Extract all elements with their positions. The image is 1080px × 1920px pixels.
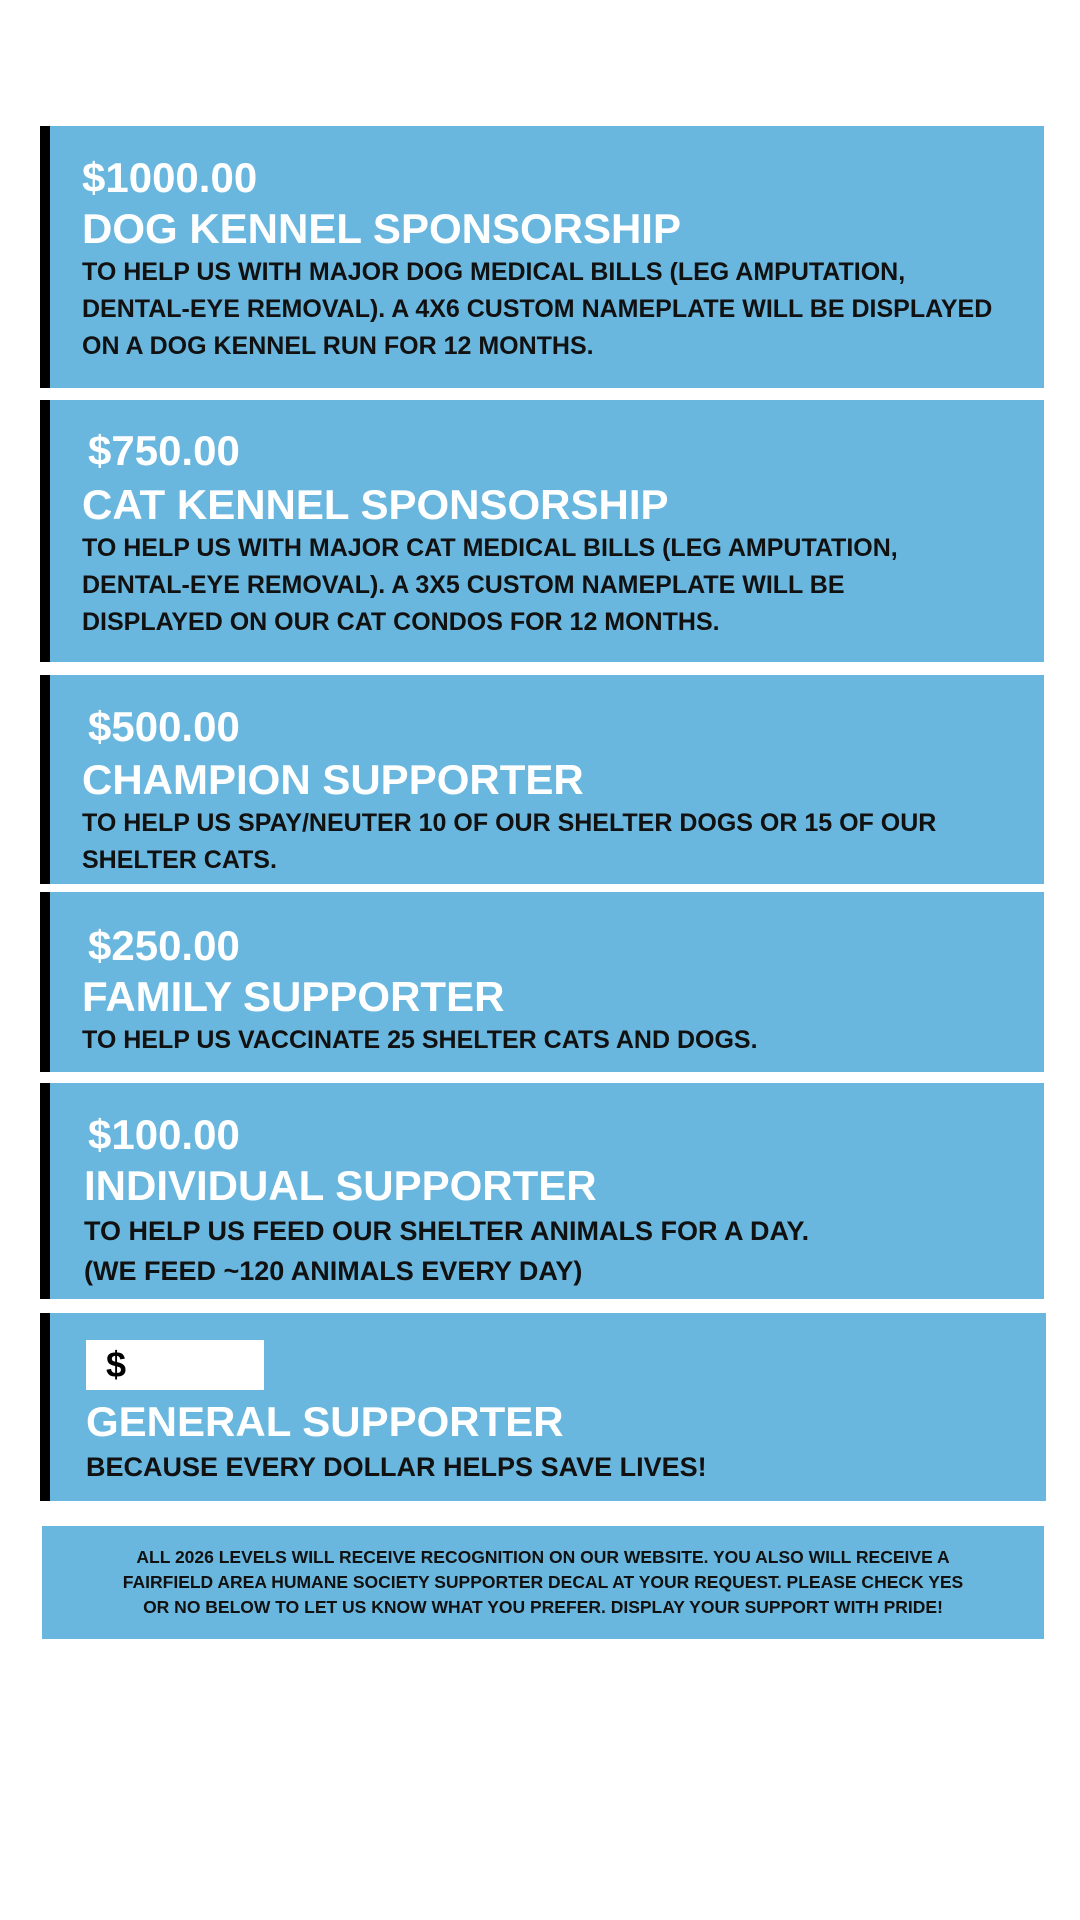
tier-amount: $100.00 bbox=[88, 1111, 240, 1158]
notice-line: ALL 2026 LEVELS WILL RECEIVE RECOGNITION ON OUR WEBSITE. YOU ALSO WILL RECEIVE A bbox=[136, 1547, 950, 1567]
description-line: TO HELP US WITH MAJOR CAT MEDICAL BILLS (LEG AMPUTATION, bbox=[82, 534, 898, 562]
custom-amount-field[interactable] bbox=[86, 1340, 264, 1390]
tier-description bbox=[82, 1022, 1044, 1059]
recognition-text bbox=[123, 1545, 963, 1620]
tier-title: CAT KENNEL SPONSORSHIP bbox=[82, 481, 669, 528]
tier-description bbox=[82, 254, 1044, 365]
description-line: BECAUSE EVERY DOLLAR HELPS SAVE LIVES! bbox=[86, 1452, 707, 1482]
accent-bar bbox=[40, 892, 50, 1072]
description-line: TO HELP US WITH MAJOR DOG MEDICAL BILLS (LEG AMPUTATION, bbox=[82, 258, 906, 286]
tier-card-individual bbox=[40, 1083, 1044, 1299]
description-line: DISPLAYED ON OUR CAT CONDOS FOR 12 MONTHS. bbox=[82, 608, 720, 636]
description-line: TO HELP US FEED OUR SHELTER ANIMALS FOR A DAY. bbox=[84, 1216, 810, 1246]
tier-amount: $1000.00 bbox=[82, 154, 258, 201]
recognition-notice bbox=[42, 1526, 1044, 1639]
accent-bar bbox=[40, 675, 50, 884]
description-line: (WE FEED ~120 ANIMALS EVERY DAY) bbox=[84, 1256, 583, 1286]
tier-amount: $500.00 bbox=[88, 703, 240, 750]
tier-title: CHAMPION SUPPORTER bbox=[82, 756, 584, 803]
tier-title: INDIVIDUAL SUPPORTER bbox=[84, 1162, 597, 1209]
notice-line: OR NO BELOW TO LET US KNOW WHAT YOU PREFER. DISPLAY YOUR SUPPORT WITH PRIDE! bbox=[143, 1597, 943, 1617]
accent-bar bbox=[40, 1083, 50, 1299]
tier-card-cat-kennel bbox=[40, 400, 1044, 662]
tier-card-champion bbox=[40, 675, 1044, 884]
tier-amount: $750.00 bbox=[88, 427, 240, 474]
tier-card-general bbox=[40, 1313, 1046, 1501]
tier-title: GENERAL SUPPORTER bbox=[86, 1398, 564, 1445]
dollar-sign: $ bbox=[106, 1344, 127, 1385]
accent-bar bbox=[40, 126, 50, 388]
description-line: DENTAL-EYE REMOVAL). A 4X6 CUSTOM NAMEPLATE WILL BE DISPLAYED bbox=[82, 295, 993, 323]
description-line: TO HELP US SPAY/NEUTER 10 OF OUR SHELTER DOGS OR 15 OF OUR bbox=[82, 809, 937, 837]
tier-description bbox=[84, 1211, 1044, 1291]
description-line: TO HELP US VACCINATE 25 SHELTER CATS AND DOGS. bbox=[82, 1026, 758, 1054]
tier-description bbox=[82, 805, 1044, 879]
tier-title: DOG KENNEL SPONSORSHIP bbox=[82, 205, 681, 252]
accent-bar bbox=[40, 1313, 50, 1501]
tier-title: FAMILY SUPPORTER bbox=[82, 973, 505, 1020]
tier-description bbox=[82, 530, 1044, 641]
description-line: DENTAL-EYE REMOVAL). A 3X5 CUSTOM NAMEPLATE WILL BE bbox=[82, 571, 845, 599]
description-line: SHELTER CATS. bbox=[82, 846, 277, 874]
tier-amount: $250.00 bbox=[88, 922, 240, 969]
tier-card-family bbox=[40, 892, 1044, 1072]
tier-card-dog-kennel bbox=[40, 126, 1044, 388]
description-line: ON A DOG KENNEL RUN FOR 12 MONTHS. bbox=[82, 332, 594, 360]
accent-bar bbox=[40, 400, 50, 662]
tier-description bbox=[86, 1447, 1046, 1487]
notice-line: FAIRFIELD AREA HUMANE SOCIETY SUPPORTER DECAL AT YOUR REQUEST. PLEASE CHECK YES bbox=[122, 1572, 964, 1592]
